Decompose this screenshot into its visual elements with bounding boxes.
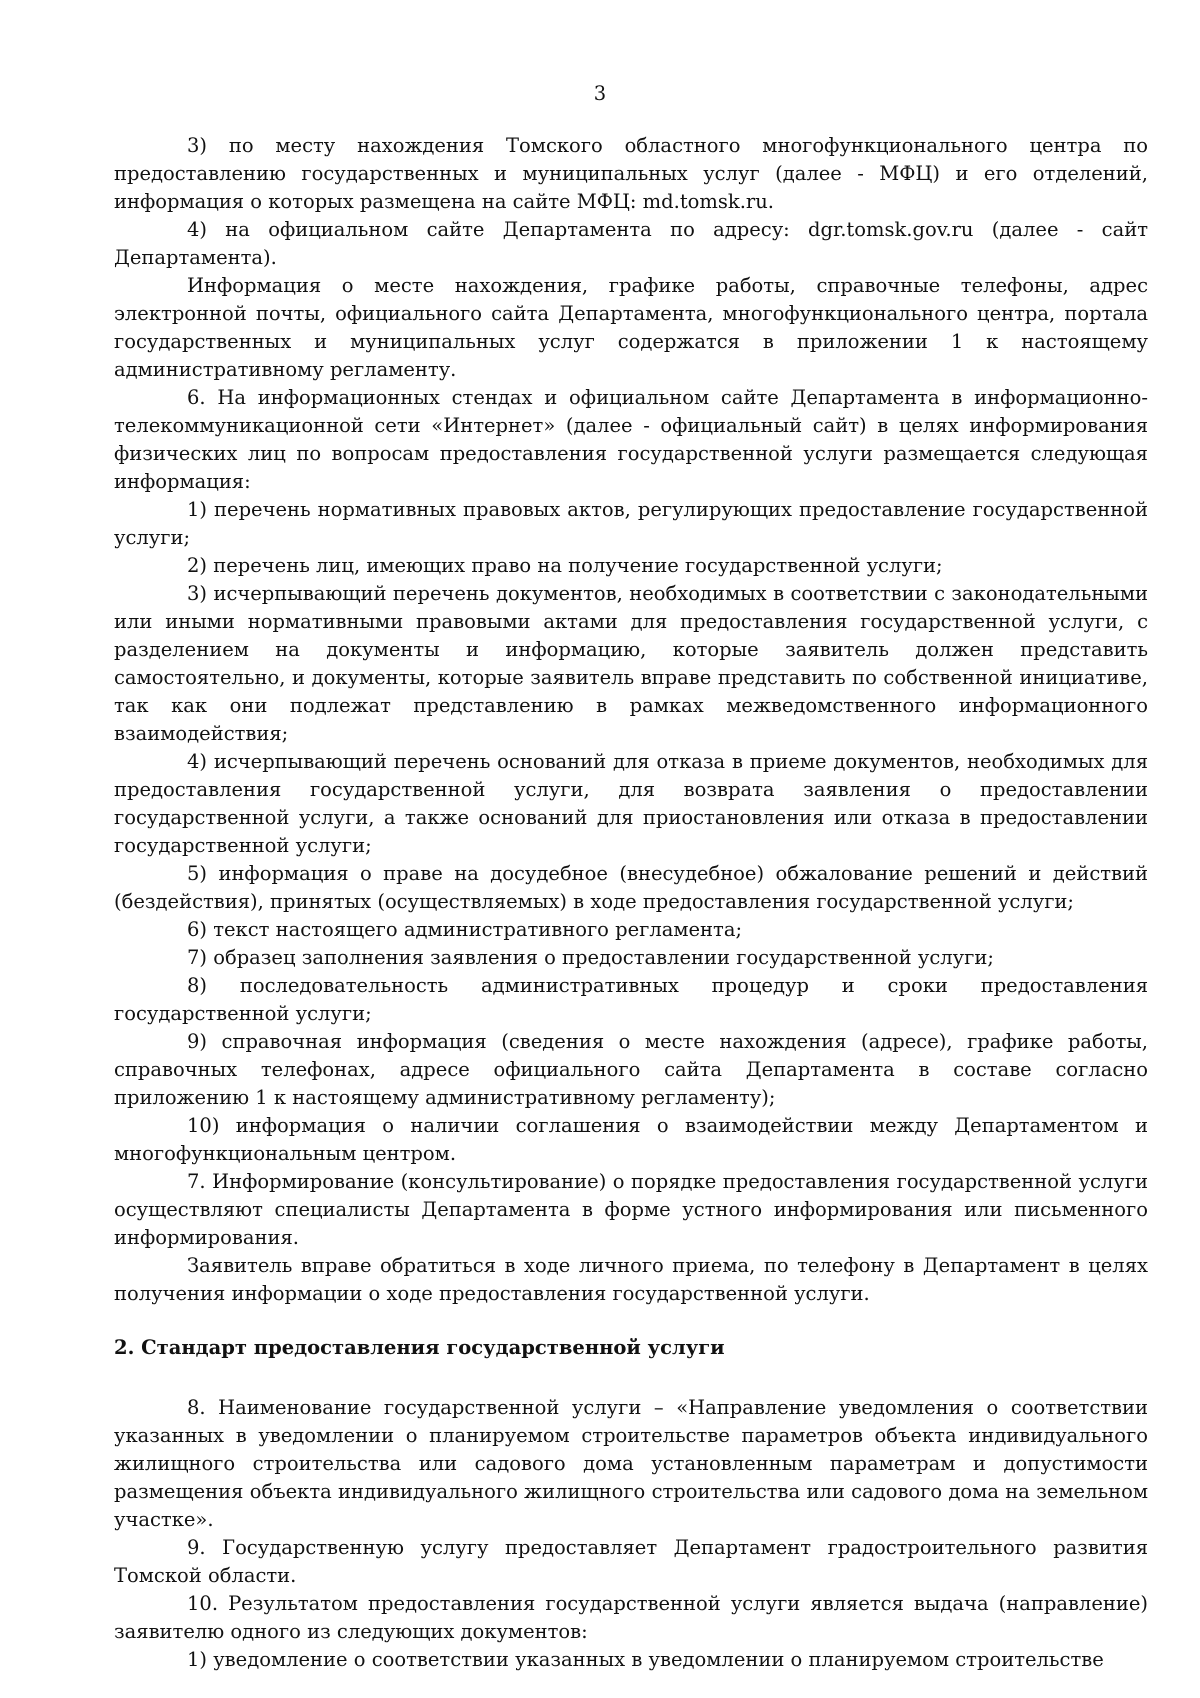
paragraph: 4) на официальном сайте Департамента по адресу: dgr.tomsk.gov.ru (далее - сайт Департамента).	[114, 218, 1148, 269]
paragraph: 10. Результатом предоставления государственной услуги является выдача (направление) заявителю одного из следующих документов:	[114, 1592, 1148, 1643]
paragraph: 9) справочная информация (сведения о месте нахождения (адресе), графике работы, справочных телефонах, адресе официального сайта Департамента в составе согласно приложению 1 к настоящему административному регламенту);	[114, 1030, 1148, 1109]
paragraph: 9. Государственную услугу предоставляет Департамент градостроительного развития Томской области.	[114, 1536, 1148, 1587]
paragraph: 7) образец заполнения заявления о предоставлении государственной услуги;	[187, 946, 994, 969]
paragraph: 5) информация о праве на досудебное (внесудебное) обжалование решений и действий (бездействия), принятых (осуществляемых) в ходе предоставления государственной услуги;	[114, 862, 1148, 913]
paragraph: 10) информация о наличии соглашения о взаимодействии между Департаментом и многофункциональным центром.	[114, 1114, 1148, 1165]
page-number: 3	[593, 82, 607, 105]
paragraph: 7. Информирование (консультирование) о порядке предоставления государственной услуги осуществляют специалисты Департамента в форме устного информирования или письменного информирования.	[114, 1170, 1148, 1249]
paragraph: 1) уведомление о соответствии указанных в уведомлении о планируемом строительстве	[187, 1648, 1104, 1671]
paragraph: 4) исчерпывающий перечень оснований для отказа в приеме документов, необходимых для предоставления государственной услуги, для возврата заявления о предоставлении государственной услуги, а также оснований для приостановления или отказа в предоставлении государственной услуги;	[114, 750, 1148, 857]
paragraph: 3) исчерпывающий перечень документов, необходимых в соответствии с законодательными или иными нормативными правовыми актами для предоставления государственной услуги, с разделением на документы и информацию, которые заявитель должен представить самостоятельно, и документы, которые заявитель вправе представить по собственной инициативе, так как они подлежат представлению в рамках межведомственного информационного взаимодействия;	[114, 582, 1148, 745]
paragraph: Заявитель вправе обратиться в ходе личного приема, по телефону в Департамент в целях получения информации о ходе предоставления государственной услуги.	[114, 1254, 1148, 1305]
paragraph: 1) перечень нормативных правовых актов, регулирующих предоставление государственной услуги;	[114, 498, 1148, 549]
paragraph: 2) перечень лиц, имеющих право на получение государственной услуги;	[187, 554, 943, 577]
paragraph: 6) текст настоящего административного регламента;	[187, 918, 743, 941]
paragraph: Информация о месте нахождения, графике работы, справочные телефоны, адрес электронной почты, официального сайта Департамента, многофункционального центра, портала государственных и муниципальных услуг содержатся в приложении 1 к настоящему административному регламенту.	[114, 274, 1148, 381]
paragraph: 8) последовательность административных процедур и сроки предоставления государственной услуги;	[114, 974, 1148, 1025]
document-body	[114, 84, 1148, 1674]
section-heading: 2. Стандарт предоставления государственной услуги	[114, 1336, 725, 1359]
paragraph: 6. На информационных стендах и официальном сайте Департамента в информационно-телекоммуникационной сети «Интернет» (далее - официальный сайт) в целях информирования физических лиц по вопросам предоставления государственной услуги размещается следующая информация:	[114, 386, 1148, 493]
paragraph: 3) по месту нахождения Томского областного многофункционального центра по предоставлению государственных и муниципальных услуг (далее - МФЦ) и его отделений, информация о которых размещена на сайте МФЦ: md.tomsk.ru.	[114, 134, 1148, 213]
paragraph: 8. Наименование государственной услуги – «Направление уведомления о соответствии указанных в уведомлении о планируемом строительстве параметров объекта индивидуального жилищного строительства или садового дома установленным параметрам и допустимости размещения объекта индивидуального жилищного строительства или садового дома на земельном участке».	[114, 1396, 1148, 1531]
